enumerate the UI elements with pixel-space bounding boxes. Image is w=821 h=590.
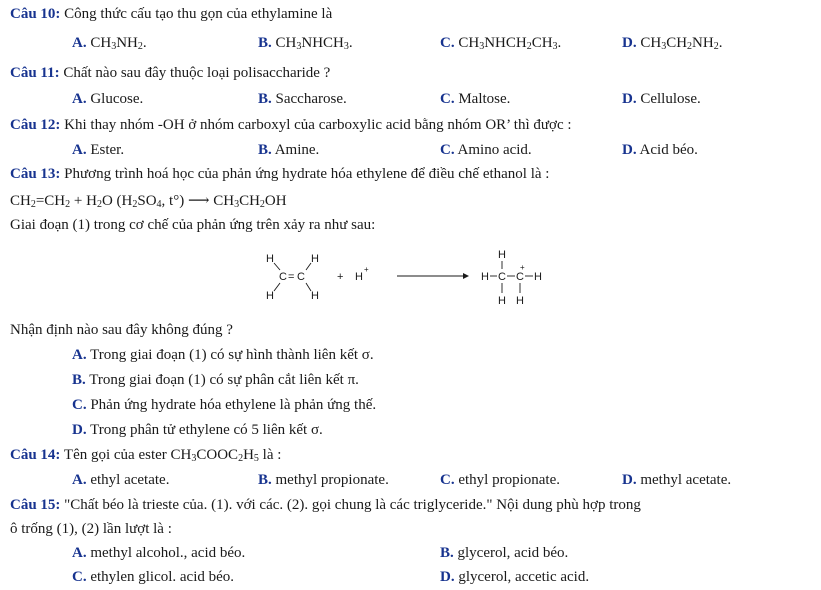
- option-b[interactable]: B. Saccharose.: [258, 91, 347, 107]
- option-c[interactable]: C. ethylen glicol. acid béo.: [72, 569, 235, 585]
- option-d[interactable]: D. glycerol, accetic acid.: [440, 569, 590, 585]
- formula: $CH_3NHCH_3$.: [275, 35, 353, 52]
- option-b[interactable]: B. glycerol, acid béo.: [440, 545, 569, 561]
- bond: [306, 283, 311, 291]
- atom-h: H: [311, 290, 319, 302]
- reaction-equation: $CH_2=CH_2 + H_2O$ ($H_2SO_4$, t°) ⟶ $CH_3CH_2OH$: [10, 193, 287, 210]
- option-label: B.: [258, 35, 272, 51]
- question-text: Khi thay nhóm -OH ở nhóm carboxyl của carboxylic acid bằng nhóm OR’ thì được :: [64, 117, 572, 133]
- question-number: Câu 10:: [10, 6, 61, 22]
- question-13: [10, 166, 549, 183]
- option-label: C.: [440, 35, 455, 51]
- option-a[interactable]: [72, 35, 147, 52]
- option-d[interactable]: D. methyl acetate.: [622, 472, 732, 488]
- question-prompt: Nhận định nào sau đây không đúng ?: [10, 322, 233, 338]
- option-c[interactable]: C. ethyl propionate.: [440, 472, 560, 488]
- option-a[interactable]: A. ethyl acetate.: [72, 472, 170, 488]
- question-text: "Chất béo là trieste của. (1). với các. (2). gọi chung là các triglyceride." Nội dung phù hợp trong: [64, 497, 641, 513]
- mechanism-diagram: [255, 244, 595, 312]
- formula: $CH_3NH_2$.: [90, 35, 147, 52]
- question-12: [10, 117, 572, 134]
- atom-h: H: [534, 271, 542, 283]
- option-c[interactable]: C. Maltose.: [440, 91, 511, 107]
- arrow-head: [463, 273, 469, 279]
- option-c[interactable]: C. Phản ứng hydrate hóa ethylene là phản ứng thế.: [72, 397, 377, 413]
- question-text: Phương trình hoá học của phản ứng hydrate hóa ethylene để điều chế ethanol là :: [64, 166, 550, 182]
- option-label: A.: [72, 35, 87, 51]
- question-number: Câu 15:: [10, 497, 61, 513]
- option-a[interactable]: A. Ester.: [72, 142, 125, 158]
- stage-description: Giai đoạn (1) trong cơ chế của phản ứng trên xảy ra như sau:: [10, 217, 376, 233]
- option-b[interactable]: [258, 35, 353, 52]
- atom-c: C: [498, 271, 506, 283]
- question-10: [10, 6, 332, 23]
- atom-h: H: [266, 253, 274, 265]
- question-number: Câu 14:: [10, 447, 61, 463]
- option-d[interactable]: D. Cellulose.: [622, 91, 701, 107]
- option-d[interactable]: D. Trong phân tử ethylene có 5 liên kết σ.: [72, 422, 323, 438]
- option-a[interactable]: A. Trong giai đoạn (1) có sự hình thành liên kết σ.: [72, 347, 374, 363]
- bond: [306, 263, 311, 270]
- question-number: Câu 12:: [10, 117, 61, 133]
- option-c[interactable]: C. Amino acid.: [440, 142, 532, 158]
- carbocation-charge: +: [520, 263, 525, 272]
- atom-h: H: [516, 295, 524, 307]
- option-d[interactable]: [622, 35, 722, 52]
- question-text: Tên gọi của ester $CH_3COOC_2H_5$ là :: [63, 447, 282, 464]
- atom-h: H: [311, 253, 319, 265]
- atom-h: H: [481, 271, 489, 283]
- formula: $CH_3NHCH_2CH_3$.: [458, 35, 562, 52]
- question-text: Chất nào sau đây thuộc loại polisaccharide ?: [63, 65, 331, 81]
- question-11: [10, 65, 330, 82]
- plus-sign: +: [337, 271, 344, 283]
- atom-h: H: [266, 290, 274, 302]
- atom-h: H: [498, 249, 506, 261]
- atom-c: C: [279, 271, 287, 283]
- question-text-continued: ô trống (1), (2) lần lượt là :: [10, 521, 172, 537]
- option-b[interactable]: B. Amine.: [258, 142, 320, 158]
- option-b[interactable]: B. Trong giai đoạn (1) có sự phân cắt liên kết π.: [72, 372, 359, 388]
- proton: H: [355, 271, 363, 283]
- question-number: Câu 13:: [10, 166, 61, 182]
- option-d[interactable]: D. Acid béo.: [622, 142, 698, 158]
- option-b[interactable]: B. methyl propionate.: [258, 472, 389, 488]
- question-14: [10, 447, 281, 464]
- question-text: Công thức cấu tạo thu gọn của ethylamine là: [64, 6, 333, 22]
- formula: $CH_3CH_2NH_2$.: [640, 35, 723, 52]
- bond: [274, 263, 280, 270]
- option-a[interactable]: A. methyl alcohol., acid béo.: [72, 545, 246, 561]
- option-label: D.: [622, 35, 637, 51]
- question-number: Câu 11:: [10, 65, 60, 81]
- atom-c: C: [297, 271, 305, 283]
- atom-c: C: [516, 271, 524, 283]
- option-a[interactable]: A. Glucose.: [72, 91, 144, 107]
- option-c[interactable]: [440, 35, 561, 52]
- proton-charge: +: [364, 265, 369, 274]
- bond: [274, 283, 280, 291]
- atom-h: H: [498, 295, 506, 307]
- double-bond: =: [288, 271, 295, 283]
- question-15: [10, 497, 641, 514]
